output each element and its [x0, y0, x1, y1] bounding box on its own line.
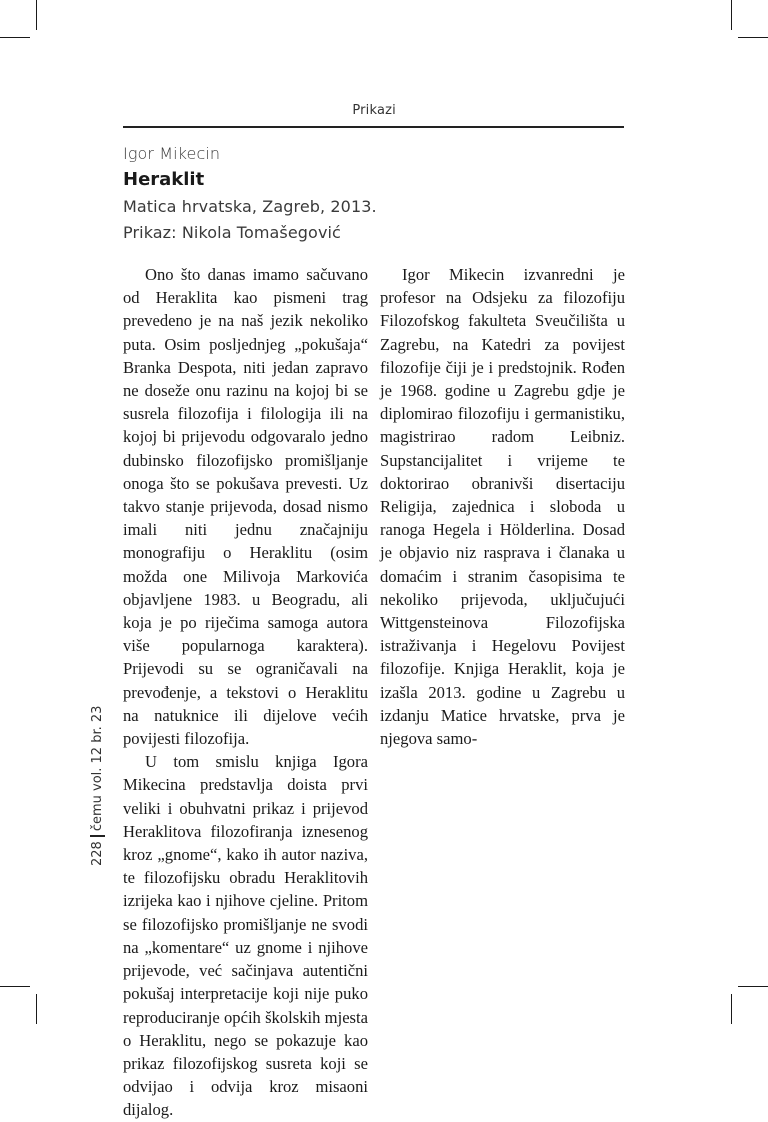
crop-mark-bottom-left-h — [0, 986, 30, 987]
review-meta — [123, 142, 624, 246]
crop-mark-top-left — [36, 0, 37, 30]
section-label: Prikazi — [352, 103, 396, 118]
crop-mark-top-right-h — [738, 37, 768, 38]
paragraph-3: Igor Mikecin izvanredni je profesor na Odsjeku za filozofiju Filozofskog fakulteta Sveučilišta u Zagrebu, na Katedri za povijest filozofije čiji je i predstojnik. Rođen je 1968. godine u Zagrebu gdje je diplomirao filozofiju i germanistiku, magistrirao radom Leibniz. Supstancijalitet i vrijeme te doktorirao obranivši disertaciju Religija, zajednica i sloboda u ranoga Hegela i Hölderlina. Dosad je objavio niz rasprava i članaka u domaćim i stranim časopisima te nekoliko prijevoda, uključujući Wittgensteinova Filozofijska istraživanja i Hegelovu Povijest filozofije. Knjiga Heraklit, koja je izašla 2013. godine u Zagrebu u izdanju Matice hrvatske, prva je njegova samo- — [380, 265, 625, 749]
sidebar-divider — [90, 835, 105, 837]
reviewer-line: Prikaz: Nikola Tomašegović — [123, 223, 341, 242]
journal-sidebar — [90, 706, 105, 866]
crop-mark-top-right — [731, 0, 732, 30]
running-header — [123, 103, 624, 125]
text-column-right — [380, 263, 625, 750]
book-title: Heraklit — [123, 169, 205, 190]
paragraph-1: Ono što danas imamo sačuvano od Heraklita kao pismeni trag prevedeno je na naš jezik nekoliko puta. Osim posljednjeg „pokušaja“ Branka Despota, niti jedan zapravo ne doseže onu razinu na kojoj bi se susrela filozofija i filologija ili na kojoj bi prijevodu odgovaralo jedno dubinsko filozofijsko promišljanje onoga što se pokušava prevesti. Uz takvo stanje prijevoda, dosad nismo imali niti jednu značajniju monografiju o Heraklitu (osim možda one Milivoja Markovića objavljene 1983. u Beogradu, ali koja je po riječima samoga autora više popularnoga karaktera). Prijevodi su se ograničavali na prevođenje, a tekstovi o Heraklitu na natuknice ili dijelove većih povijesti filozofija. — [123, 265, 368, 749]
crop-mark-bottom-left — [36, 994, 37, 1024]
text-column-left — [123, 263, 368, 1122]
book-author: Igor Mikecin — [123, 144, 221, 163]
book-publisher: Matica hrvatska, Zagreb, 2013. — [123, 197, 377, 216]
crop-mark-bottom-right — [731, 994, 732, 1024]
journal-issue: čemu vol. 12 br. 23 — [90, 705, 105, 832]
crop-mark-top-left-h — [0, 37, 30, 38]
paragraph-2: U tom smislu knjiga Igora Mikecina predstavlja doista prvi veliki i obuhvatni prikaz i prijevod Heraklitova filozofiranja iznesenog kroz „gnome“, kako ih autor naziva, te filozofijsku obradu Heraklitovih izrijeka kao i njihove cjeline. Pritom se filozofijsko promišljanje ne svodi na „komentare“ uz gnome i njihove prijevode, već sačinjava autentični pokušaj interpretacije koji nije puko reproduciranje općih školskih mjesta o Heraklitu, nego se pokazuje kao prikaz filozofijskog susreta koji se odvijao i odvija kroz misaoni dijalog. — [123, 752, 368, 1120]
page-number: 228 — [90, 841, 105, 866]
crop-mark-bottom-right-h — [738, 986, 768, 987]
header-rule — [123, 126, 624, 128]
